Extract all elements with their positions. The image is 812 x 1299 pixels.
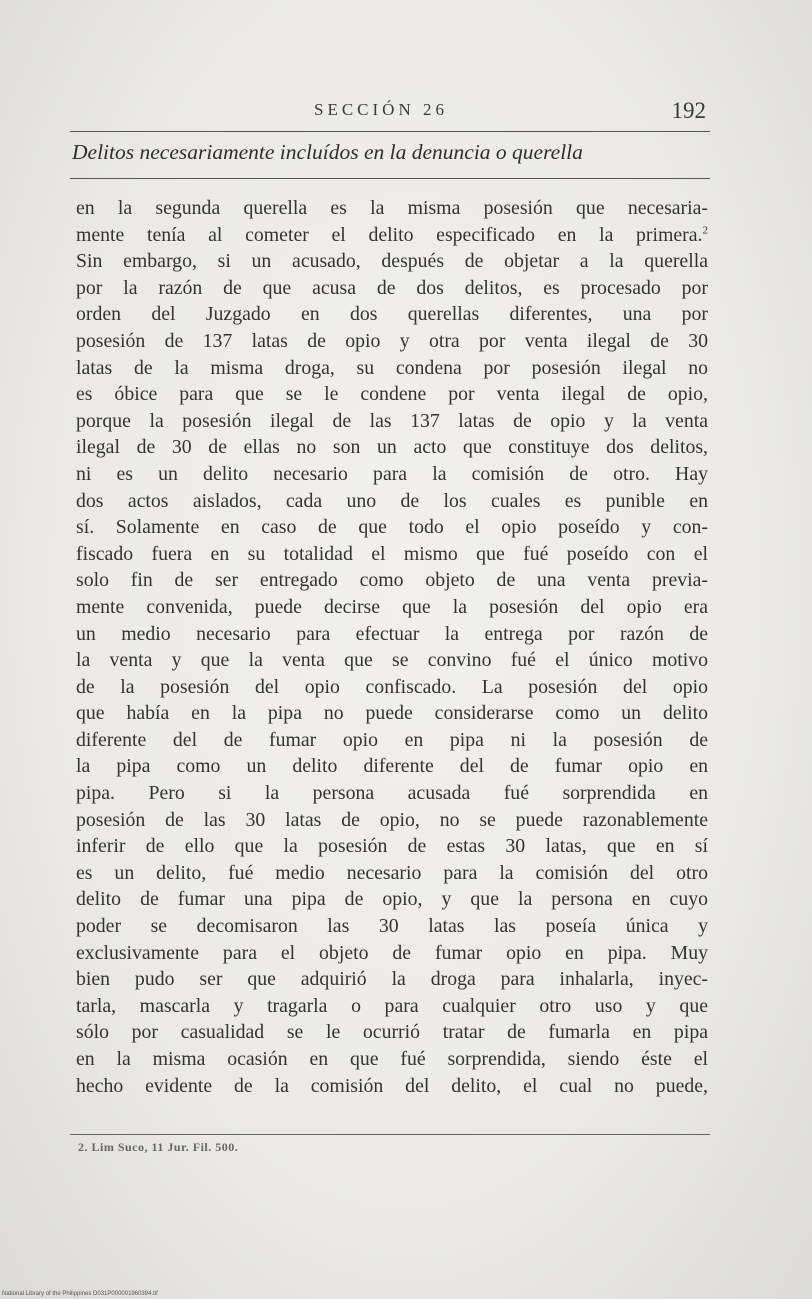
text-line: latas de la misma droga, su condena por posesión ilegal no (76, 356, 708, 379)
text-line: orden del Juzgado en dos querellas diferentes, una por (76, 303, 708, 326)
text-line: posesión de las 30 latas de opio, no se puede razonablemente (76, 808, 708, 831)
text-line: inferir de ello que la posesión de estas 30 latas, que en sí (76, 835, 708, 858)
text-line: poder se decomisaron las 30 latas las poseía única y (76, 915, 708, 938)
text-line-with-footnote (76, 222, 708, 249)
text-line: porque la posesión ilegal de las 137 latas de opio y la venta (76, 409, 708, 432)
header-rule-bottom (70, 178, 710, 179)
text-line: sólo por casualidad se le ocurrió tratar de fumarla en pipa (76, 1021, 708, 1044)
text-line: que había en la pipa no puede considerarse como un delito (76, 702, 708, 725)
text-line: en la segunda querella es la misma posesión que necesaria- (76, 197, 708, 219)
text-line: la pipa como un delito diferente del de fumar opio en (76, 755, 708, 778)
text-line: ilegal de 30 de ellas no son un acto que constituye dos delitos, (76, 436, 708, 459)
text-line: pipa. Pero si la persona acusada fué sorprendida en (76, 782, 708, 805)
text-line: bien pudo ser que adquirió la droga para inhalarla, inyec- (76, 968, 708, 991)
text-line: fiscado fuera en su totalidad el mismo que fué poseído con el (76, 542, 708, 565)
section-label: SECCIÓN 26 (314, 100, 448, 119)
text-line: mente convenida, puede decirse que la posesión del opio era (76, 595, 708, 618)
text-line: sí. Solamente en caso de que todo el opio poseído y con- (76, 516, 708, 539)
text-line: solo fin de ser entregado como objeto de una venta previa- (76, 569, 708, 592)
text-line: en la misma ocasión en que fué sorprendida, siendo éste el (76, 1048, 708, 1070)
text-line: dos actos aislados, cada uno de los cuales es punible en (76, 489, 708, 512)
running-head (70, 96, 710, 128)
text-line: es un delito, fué medio necesario para la comisión del otro (76, 861, 708, 884)
footnote-marker: 2 (702, 224, 708, 236)
text-line: Sin embargo, si un acusado, después de objetar a la querella (76, 250, 708, 273)
page-number: 192 (671, 98, 706, 123)
text-line: delito de fumar una pipa de opio, y que la persona en cuyo (76, 888, 708, 911)
footnote: 2. Lim Suco, 11 Jur. Fil. 500. (78, 1140, 239, 1154)
footnote-rule (70, 1134, 710, 1135)
text-line: hecho evidente de la comisión del delito, el cual no puede, (76, 1074, 708, 1097)
text-line: un medio necesario para efectuar la entrega por razón de (76, 622, 708, 645)
body-text (76, 195, 708, 1099)
text-line: diferente del de fumar opio en pipa ni la posesión de (76, 728, 708, 751)
text-line: posesión de 137 latas de opio y otra por venta ilegal de 30 (76, 329, 708, 352)
section-subtitle: Delitos necesariamente incluídos en la denuncia o querella (72, 140, 583, 164)
header-rule-top (70, 131, 710, 132)
text-line: de la posesión del opio confiscado. La posesión del opio (76, 675, 708, 698)
text-line: tarla, mascarla y tragarla o para cualquier otro uso y que (76, 994, 708, 1017)
text-line: ni es un delito necesario para la comisión de otro. Hay (76, 462, 708, 485)
text-line: es óbice para que se le condene por venta ilegal de opio, (76, 383, 708, 406)
text-line: la venta y que la venta que se convino fué el único motivo (76, 649, 708, 672)
text-line: exclusivamente para el objeto de fumar opio en pipa. Muy (76, 941, 708, 964)
library-credit: National Library of the Philippines D031P000001960394.tif (2, 1291, 158, 1297)
text-line: por la razón de que acusa de dos delitos, es procesado por (76, 276, 708, 299)
text-line-content: mente tenía al cometer el delito especificado en la primera. (76, 223, 703, 246)
